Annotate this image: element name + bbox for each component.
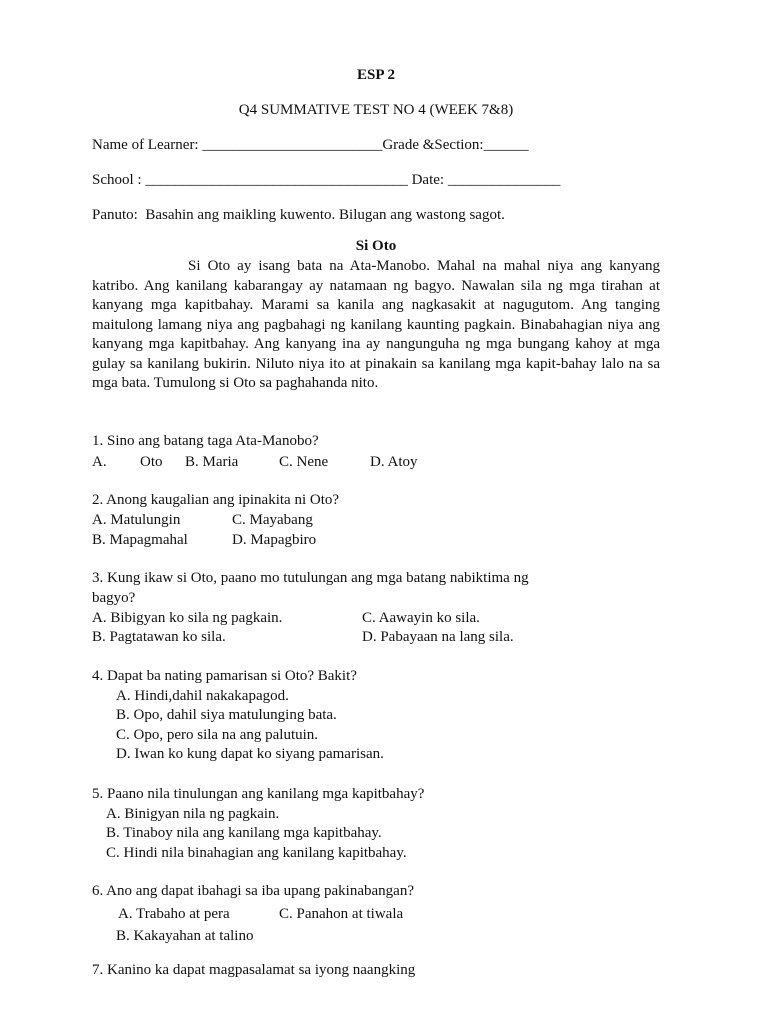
q4-choice-b: B. Opo, dahil siya matulunging bata. (116, 707, 337, 723)
question-6: 6. Ano ang dapat ibahagi sa iba upang pakinabangan? (92, 883, 414, 899)
story-title: Si Oto (355, 238, 397, 254)
q1-choice-label-a: A. (92, 454, 107, 470)
story-body: Si Oto ay isang bata na Ata-Manobo. Mahal na mahal niya ang kanyang katribo. Ang kanilang kabarangay ay natamaan ng bagyo. Nawalan sila ng mga tirahan at kanyang mga kapitbahay. Marami sa kanila ang nagkasakit at nagugutom. Ang tanging maitulong lamang niya ang pagbahagi ng kanilang kaunting pagkain. Binabahagian niya ang kanyang mga kapitbahay. Ang kanyang ina ay nangunguha ng mga bungang kahoy at mga gulay sa kanilang bukirin. Niluto niya ito at pinakain sa kanilang mga kapit-bahay lalo na sa mga bata. Tumulong si Oto sa paghahanda nito. (92, 258, 660, 391)
q2-choice-c: C. Mayabang (232, 512, 313, 528)
q5-choice-b: B. Tinaboy nila ang kanilang mga kapitbahay. (106, 825, 382, 841)
story-paragraph (92, 257, 660, 394)
q3-choice-a: A. Bibigyan ko sila ng pagkain. (92, 610, 283, 626)
q6-choice-a: A. Trabaho at pera (118, 906, 230, 922)
question-7: 7. Kanino ka dapat magpasalamat sa iyong naangking (92, 962, 416, 978)
q4-choice-a: A. Hindi,dahil nakakapagod. (116, 688, 289, 704)
school-date-line: School : ___________________________________ Date: _______________ (92, 172, 561, 188)
q1-choice-b: B. Maria (185, 454, 239, 470)
q4-choice-d: D. Iwan ko kung dapat ko siyang pamarisan. (116, 746, 384, 762)
instructions: Panuto: Basahin ang maikling kuwento. Bilugan ang wastong sagot. (92, 207, 505, 223)
question-1: 1. Sino ang batang taga Ata-Manobo? (92, 433, 319, 449)
q3-choice-b: B. Pagtatawan ko sila. (92, 629, 226, 645)
test-title: Q4 SUMMATIVE TEST NO 4 (WEEK 7&8) (238, 102, 514, 118)
q2-choice-b: B. Mapagmahal (92, 532, 188, 548)
question-4: 4. Dapat ba nating pamarisan si Oto? Bakit? (92, 668, 357, 684)
q5-choice-a: A. Binigyan nila ng pagkain. (106, 806, 280, 822)
q5-choice-c: C. Hindi nila binahagian ang kanilang kapitbahay. (106, 845, 407, 861)
question-2: 2. Anong kaugalian ang ipinakita ni Oto? (92, 492, 340, 508)
question-5: 5. Paano nila tinulungan ang kanilang mga kapitbahay? (92, 786, 425, 802)
name-grade-line: Name of Learner: ________________________Grade &Section:______ (92, 137, 529, 153)
q4-choice-c: C. Opo, pero sila na ang palutuin. (116, 727, 319, 743)
q6-choice-b: B. Kakayahan at talino (116, 928, 254, 944)
q1-choice-c: C. Nene (279, 454, 329, 470)
q1-choice-d: D. Atoy (370, 454, 418, 470)
question-3-line-1: 3. Kung ikaw si Oto, paano mo tutulungan ang mga batang nabiktima ng (92, 570, 529, 586)
question-3-line-2: bagyo? (92, 590, 136, 606)
q2-choice-a: A. Matulungin (92, 512, 181, 528)
q3-choice-c: C. Aawayin ko sila. (362, 610, 480, 626)
q2-choice-d: D. Mapagbiro (232, 532, 317, 548)
subject-title: ESP 2 (357, 67, 395, 83)
q3-choice-d: D. Pabayaan na lang sila. (362, 629, 514, 645)
q6-choice-c: C. Panahon at tiwala (279, 906, 404, 922)
q1-choice-a-text: Oto (140, 454, 163, 470)
